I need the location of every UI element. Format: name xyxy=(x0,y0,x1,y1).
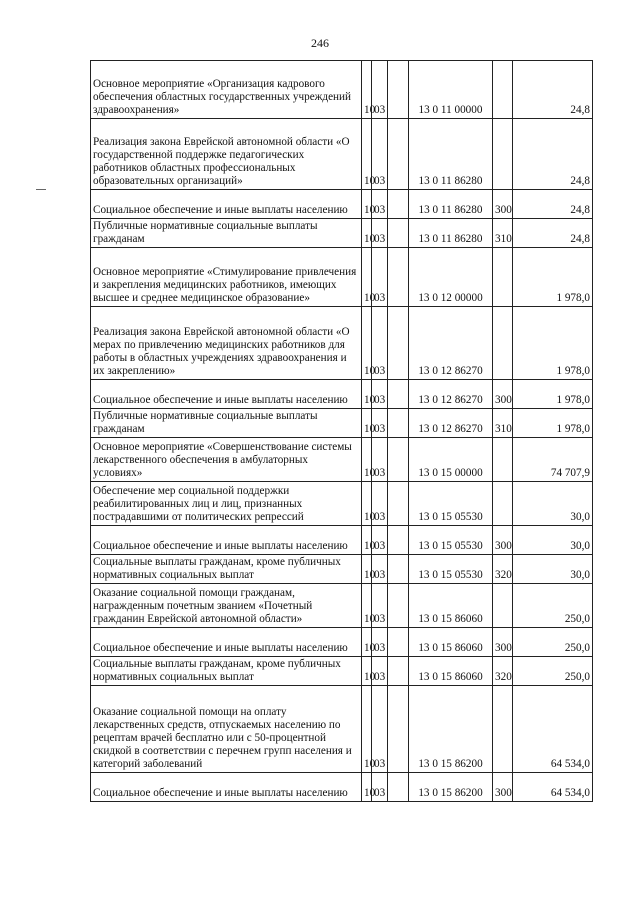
row-subsection-code: 03 xyxy=(372,584,388,628)
row-amount: 30,0 xyxy=(513,526,593,555)
row-subsection-code: 03 xyxy=(372,657,388,686)
row-name: Социальные выплаты гражданам, кроме публичных нормативных социальных выплат xyxy=(91,657,362,686)
row-name: Социальные выплаты гражданам, кроме публичных нормативных социальных выплат xyxy=(91,555,362,584)
row-subsection-code: 03 xyxy=(372,773,388,802)
row-amount: 250,0 xyxy=(513,657,593,686)
row-empty-cell xyxy=(388,119,409,190)
row-name: Социальное обеспечение и иные выплаты населению xyxy=(91,526,362,555)
row-subsection-code: 03 xyxy=(372,307,388,380)
table-row xyxy=(91,380,593,409)
row-empty-cell xyxy=(388,61,409,119)
row-amount: 1 978,0 xyxy=(513,248,593,307)
row-section-code: 10 xyxy=(362,526,372,555)
row-amount: 64 534,0 xyxy=(513,773,593,802)
row-target-article-code: 13 0 11 00000 xyxy=(409,61,493,119)
row-expense-type-code: 300 xyxy=(493,380,513,409)
row-subsection-code: 03 xyxy=(372,248,388,307)
row-target-article-code: 13 0 11 86280 xyxy=(409,119,493,190)
row-name: Социальное обеспечение и иные выплаты населению xyxy=(91,773,362,802)
row-expense-type-code xyxy=(493,61,513,119)
table-row xyxy=(91,307,593,380)
row-expense-type-code xyxy=(493,119,513,190)
row-section-code: 10 xyxy=(362,555,372,584)
row-name: Публичные нормативные социальные выплаты гражданам xyxy=(91,409,362,438)
row-expense-type-code xyxy=(493,307,513,380)
row-section-code: 10 xyxy=(362,190,372,219)
row-section-code: 10 xyxy=(362,409,372,438)
row-amount: 1 978,0 xyxy=(513,307,593,380)
row-subsection-code: 03 xyxy=(372,438,388,482)
row-amount: 1 978,0 xyxy=(513,409,593,438)
table-row xyxy=(91,628,593,657)
row-expense-type-code: 300 xyxy=(493,190,513,219)
row-subsection-code: 03 xyxy=(372,526,388,555)
row-amount: 24,8 xyxy=(513,190,593,219)
row-section-code: 10 xyxy=(362,628,372,657)
row-section-code: 10 xyxy=(362,686,372,773)
row-amount: 24,8 xyxy=(513,119,593,190)
row-empty-cell xyxy=(388,190,409,219)
row-expense-type-code: 310 xyxy=(493,219,513,248)
row-expense-type-code xyxy=(493,686,513,773)
row-expense-type-code: 300 xyxy=(493,526,513,555)
row-section-code: 10 xyxy=(362,438,372,482)
row-expense-type-code xyxy=(493,438,513,482)
table-row xyxy=(91,409,593,438)
row-empty-cell xyxy=(388,482,409,526)
row-section-code: 10 xyxy=(362,219,372,248)
row-amount: 64 534,0 xyxy=(513,686,593,773)
row-empty-cell xyxy=(388,584,409,628)
row-empty-cell xyxy=(388,438,409,482)
row-target-article-code: 13 0 11 86280 xyxy=(409,190,493,219)
row-name: Реализация закона Еврейской автономной области «О мерах по привлечению медицинских работников для работы в областных учреждениях здравоохранения и их закреплению» xyxy=(91,307,362,380)
row-subsection-code: 03 xyxy=(372,190,388,219)
row-section-code: 10 xyxy=(362,119,372,190)
row-amount: 250,0 xyxy=(513,628,593,657)
row-target-article-code: 13 0 12 00000 xyxy=(409,248,493,307)
row-empty-cell xyxy=(388,526,409,555)
row-empty-cell xyxy=(388,773,409,802)
row-empty-cell xyxy=(388,657,409,686)
row-amount: 74 707,9 xyxy=(513,438,593,482)
row-empty-cell xyxy=(388,686,409,773)
row-amount: 30,0 xyxy=(513,555,593,584)
row-target-article-code: 13 0 15 00000 xyxy=(409,438,493,482)
row-section-code: 10 xyxy=(362,248,372,307)
row-name: Оказание социальной помощи гражданам, награжденным почетным званием «Почетный гражданин Еврейской автономной области» xyxy=(91,584,362,628)
table-row xyxy=(91,248,593,307)
row-target-article-code: 13 0 15 86200 xyxy=(409,686,493,773)
table-row xyxy=(91,773,593,802)
row-empty-cell xyxy=(388,555,409,584)
row-target-article-code: 13 0 12 86270 xyxy=(409,409,493,438)
row-subsection-code: 03 xyxy=(372,219,388,248)
table-row xyxy=(91,190,593,219)
row-name: Социальное обеспечение и иные выплаты населению xyxy=(91,628,362,657)
row-name: Обеспечение мер социальной поддержки реабилитированных лиц и лиц, признанных пострадавшими от политических репрессий xyxy=(91,482,362,526)
row-subsection-code: 03 xyxy=(372,380,388,409)
row-name: Оказание социальной помощи на оплату лекарственных средств, отпускаемых населению по рецептам врачей бесплатно или с 50-процентной скидкой в соответствии с перечнем групп населения и категорий заболеваний xyxy=(91,686,362,773)
row-subsection-code: 03 xyxy=(372,686,388,773)
row-target-article-code: 13 0 12 86270 xyxy=(409,380,493,409)
row-target-article-code: 13 0 11 86280 xyxy=(409,219,493,248)
page-number: 246 xyxy=(311,36,329,50)
row-target-article-code: 13 0 12 86270 xyxy=(409,307,493,380)
margin-mark xyxy=(36,189,46,190)
row-subsection-code: 03 xyxy=(372,61,388,119)
row-name: Социальное обеспечение и иные выплаты населению xyxy=(91,380,362,409)
table-body xyxy=(91,61,593,802)
row-empty-cell xyxy=(388,409,409,438)
row-expense-type-code: 320 xyxy=(493,555,513,584)
row-expense-type-code: 310 xyxy=(493,409,513,438)
row-empty-cell xyxy=(388,307,409,380)
row-name: Реализация закона Еврейской автономной области «О государственной поддержке педагогических работников областных профессиональных образовательных организаций» xyxy=(91,119,362,190)
row-amount: 250,0 xyxy=(513,584,593,628)
row-section-code: 10 xyxy=(362,773,372,802)
row-name: Основное мероприятие «Стимулирование привлечения и закрепления медицинских работников, имеющих высшее и среднее медицинское образование» xyxy=(91,248,362,307)
table-row xyxy=(91,555,593,584)
row-subsection-code: 03 xyxy=(372,119,388,190)
row-expense-type-code xyxy=(493,584,513,628)
row-expense-type-code xyxy=(493,482,513,526)
table-row xyxy=(91,119,593,190)
row-expense-type-code: 300 xyxy=(493,773,513,802)
row-name: Социальное обеспечение и иные выплаты населению xyxy=(91,190,362,219)
row-target-article-code: 13 0 15 05530 xyxy=(409,555,493,584)
row-section-code: 10 xyxy=(362,307,372,380)
row-subsection-code: 03 xyxy=(372,482,388,526)
row-amount: 1 978,0 xyxy=(513,380,593,409)
row-target-article-code: 13 0 15 86060 xyxy=(409,657,493,686)
row-empty-cell xyxy=(388,219,409,248)
row-expense-type-code: 320 xyxy=(493,657,513,686)
row-name: Основное мероприятие «Совершенствование системы лекарственного обеспечения в амбулаторных условиях» xyxy=(91,438,362,482)
table-row xyxy=(91,482,593,526)
row-subsection-code: 03 xyxy=(372,409,388,438)
row-name: Основное мероприятие «Организация кадрового обеспечения областных государственных учреждений здравоохранения» xyxy=(91,61,362,119)
budget-table xyxy=(90,60,593,802)
row-amount: 24,8 xyxy=(513,61,593,119)
table-row xyxy=(91,686,593,773)
table-row xyxy=(91,438,593,482)
row-section-code: 10 xyxy=(362,61,372,119)
row-target-article-code: 13 0 15 05530 xyxy=(409,482,493,526)
row-empty-cell xyxy=(388,380,409,409)
row-section-code: 10 xyxy=(362,380,372,409)
row-section-code: 10 xyxy=(362,584,372,628)
table-row xyxy=(91,219,593,248)
row-section-code: 10 xyxy=(362,482,372,526)
row-subsection-code: 03 xyxy=(372,628,388,657)
row-expense-type-code xyxy=(493,248,513,307)
row-empty-cell xyxy=(388,628,409,657)
row-target-article-code: 13 0 15 86200 xyxy=(409,773,493,802)
row-name: Публичные нормативные социальные выплаты гражданам xyxy=(91,219,362,248)
table-row xyxy=(91,584,593,628)
row-amount: 30,0 xyxy=(513,482,593,526)
row-empty-cell xyxy=(388,248,409,307)
table-row xyxy=(91,526,593,555)
row-subsection-code: 03 xyxy=(372,555,388,584)
row-target-article-code: 13 0 15 86060 xyxy=(409,628,493,657)
table-row xyxy=(91,657,593,686)
row-target-article-code: 13 0 15 05530 xyxy=(409,526,493,555)
row-section-code: 10 xyxy=(362,657,372,686)
row-expense-type-code: 300 xyxy=(493,628,513,657)
row-amount: 24,8 xyxy=(513,219,593,248)
row-target-article-code: 13 0 15 86060 xyxy=(409,584,493,628)
table-row xyxy=(91,61,593,119)
